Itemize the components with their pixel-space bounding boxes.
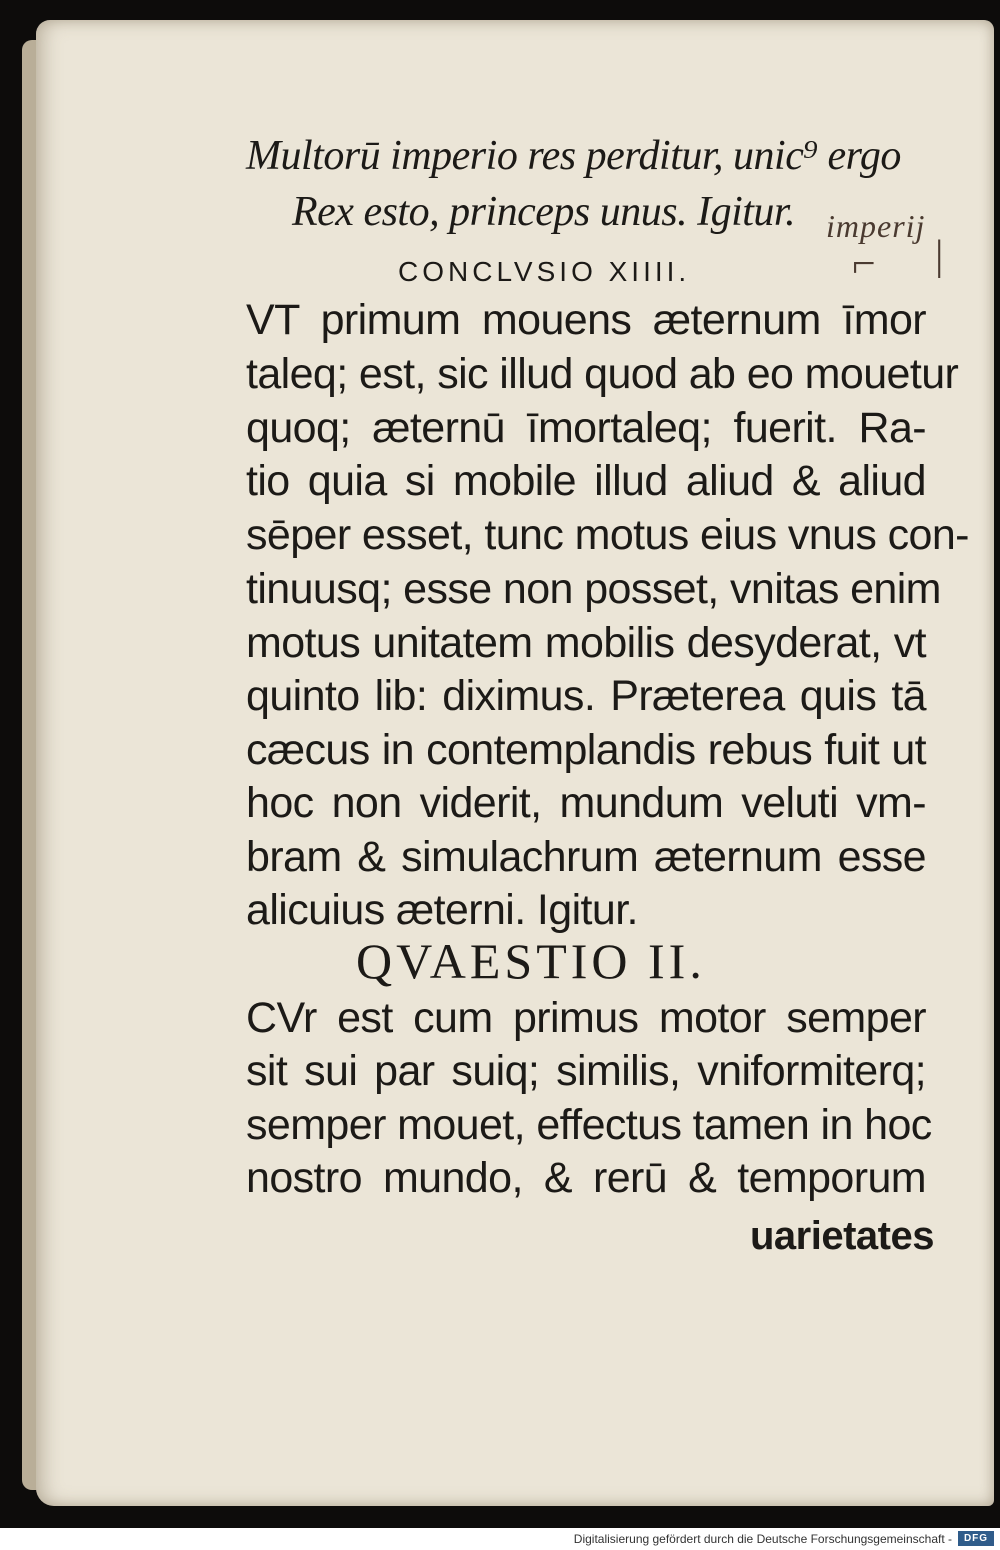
- paragraph-1-line: VT primum mouens æternum īmor: [246, 296, 926, 344]
- margin-bracket-left: ⌐: [852, 241, 876, 287]
- paragraph-1-line: tio quia si mobile illud aliud & aliud: [246, 457, 926, 505]
- paragraph-1-line: quoq; æternū īmortaleq; fuerit. Ra-: [246, 404, 926, 452]
- header-italic-line-1: Multorū imperio res perditur, unic⁹ ergo: [246, 133, 901, 179]
- quaestio-heading: QVAESTIO II.: [356, 933, 706, 989]
- margin-bracket-right: |: [935, 233, 944, 279]
- paragraph-2-line: nostro mundo, & rerū & temporum: [246, 1154, 926, 1202]
- paragraph-1-line: taleq; est, sic illud quod ab eo mouetur: [246, 350, 959, 398]
- paragraph-2-line: semper mouet, effectus tamen in hoc: [246, 1101, 932, 1149]
- paragraph-2-line: sit sui par suiq; similis, vniformiterq;: [246, 1047, 926, 1095]
- paragraph-1-line: hoc non viderit, mundum veluti vm-: [246, 779, 926, 827]
- paragraph-1-last-line: alicuius æterni. Igitur.: [246, 886, 638, 934]
- catchword: uarietates: [750, 1214, 934, 1258]
- paragraph-1-line: quinto lib: diximus. Præterea quis tā: [246, 672, 926, 720]
- dfg-logo[interactable]: DFG: [958, 1531, 994, 1546]
- paragraph-1-line: tinuusq; esse non posset, vnitas enim: [246, 565, 941, 613]
- margin-note: imperij: [826, 208, 926, 244]
- paragraph-1-line: motus unitatem mobilis desyderat, vt: [246, 619, 926, 667]
- header-italic-line-2: Rex esto, princeps unus. Igitur.: [292, 189, 796, 235]
- paragraph-1-line: bram & simulachrum æternum esse: [246, 833, 926, 881]
- conclusion-subheading: CONCLVSIO XIIII.: [398, 256, 691, 287]
- paragraph-2-line: CVr est cum primus motor semper: [246, 994, 926, 1042]
- footer-bar: [0, 1528, 1000, 1550]
- paragraph-1-line: sēper esset, tunc motus eius vnus con-: [246, 511, 969, 559]
- paragraph-1-line: cæcus in contemplandis rebus fuit ut: [246, 726, 926, 774]
- footer-credit-text: Digitalisierung gefördert durch die Deutsche Forschungsgemeinschaft -: [573, 1532, 952, 1546]
